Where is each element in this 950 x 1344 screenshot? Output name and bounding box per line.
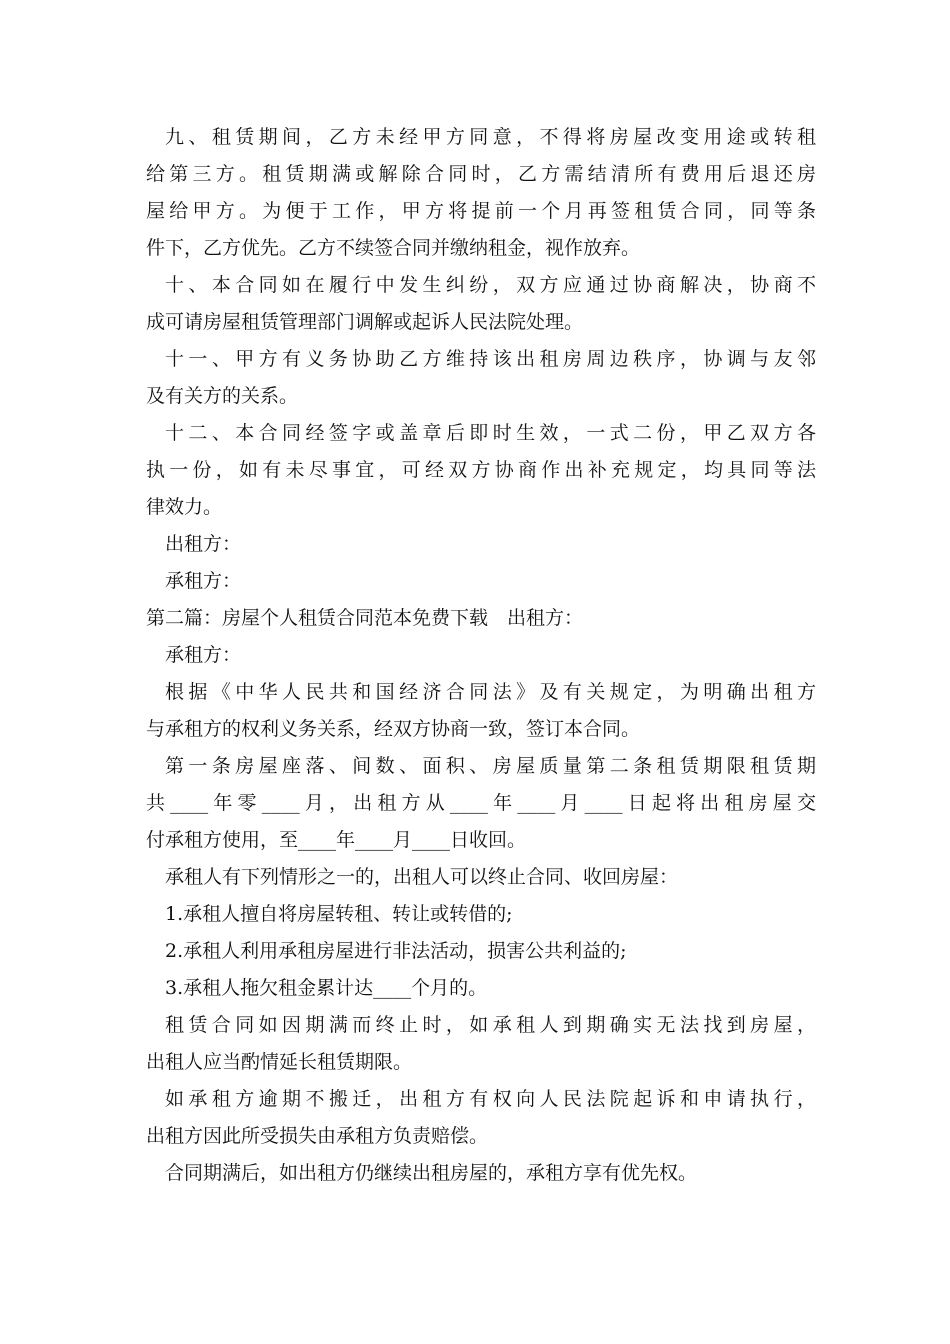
- lessee-label: 承租方：: [165, 644, 242, 666]
- preamble-line-1: 根据《中华人民共和国经济合同法》及有关规定，为明确出租方: [165, 681, 816, 703]
- clause-9-line-3: 屋给甲方。为便于工作，甲方将提前一个月再签租赁合同，同等条: [146, 200, 816, 222]
- clause-11-line-1: 十一、甲方有义务协助乙方维持该出租房周边秩序，协调与友邻: [165, 348, 816, 370]
- overdue-clause-line-2: 出租方因此所受损失由承租方负责赔偿。: [146, 1125, 489, 1147]
- clause-9-line-4: 件下，乙方优先。乙方不续签合同并缴纳租金，视作放弃。: [146, 237, 641, 259]
- clause-10-line-1: 十、本合同如在履行中发生纠纷，双方应通过协商解决，协商不: [165, 274, 816, 296]
- priority-clause: 合同期满后，如出租方仍继续出租房屋的，承租方享有优先权。: [165, 1162, 698, 1184]
- clause-11-line-2: 及有关方的关系。: [146, 385, 299, 407]
- article-1-line-2: 共____年零____月，出租方从____年____月____日起将出租房屋交: [146, 792, 816, 814]
- expiry-clause-line-1: 租赁合同如因期满而终止时，如承租人到期确实无法找到房屋，: [165, 1014, 816, 1036]
- termination-intro: 承租人有下列情形之一的，出租人可以终止合同、收回房屋：: [165, 866, 679, 888]
- article-1-line-3: 付承租方使用，至____年____月____日收回。: [146, 829, 527, 851]
- clause-9-line-1: 九、租赁期间，乙方未经甲方同意，不得将房屋改变用途或转租: [165, 126, 816, 148]
- clause-10-line-2: 成可请房屋租赁管理部门调解或起诉人民法院处理。: [146, 311, 584, 333]
- lessor-signature-label: 出租方：: [165, 533, 242, 555]
- preamble-line-2: 与承租方的权利义务关系，经双方协商一致，签订本合同。: [146, 718, 641, 740]
- termination-item-3: 3.承租人拖欠租金累计达____个月的。: [165, 977, 488, 999]
- clause-12-line-2: 执一份，如有未尽事宜，可经双方协商作出补充规定，均具同等法: [146, 459, 816, 481]
- clause-9-line-2: 给第三方。租赁期满或解除合同时，乙方需结清所有费用后退还房: [146, 163, 816, 185]
- termination-item-2: 2.承租人利用承租房屋进行非法活动，损害公共利益的;: [165, 940, 627, 962]
- overdue-clause-line-1: 如承租方逾期不搬迁，出租方有权向人民法院起诉和申请执行，: [165, 1088, 816, 1110]
- clause-12-line-3: 律效力。: [146, 496, 223, 518]
- section-two-heading: 第二篇：房屋个人租赁合同范本免费下载 出租方：: [146, 607, 584, 629]
- expiry-clause-line-2: 出租人应当酌情延长租赁期限。: [146, 1051, 413, 1073]
- clause-12-line-1: 十二、本合同经签字或盖章后即时生效，一式二份，甲乙双方各: [165, 422, 816, 444]
- article-1-line-1: 第一条房屋座落、间数、面积、房屋质量第二条租赁期限租赁期: [165, 755, 816, 777]
- lessee-signature-label: 承租方：: [165, 570, 242, 592]
- termination-item-1: 1.承租人擅自将房屋转租、转让或转借的;: [165, 903, 513, 925]
